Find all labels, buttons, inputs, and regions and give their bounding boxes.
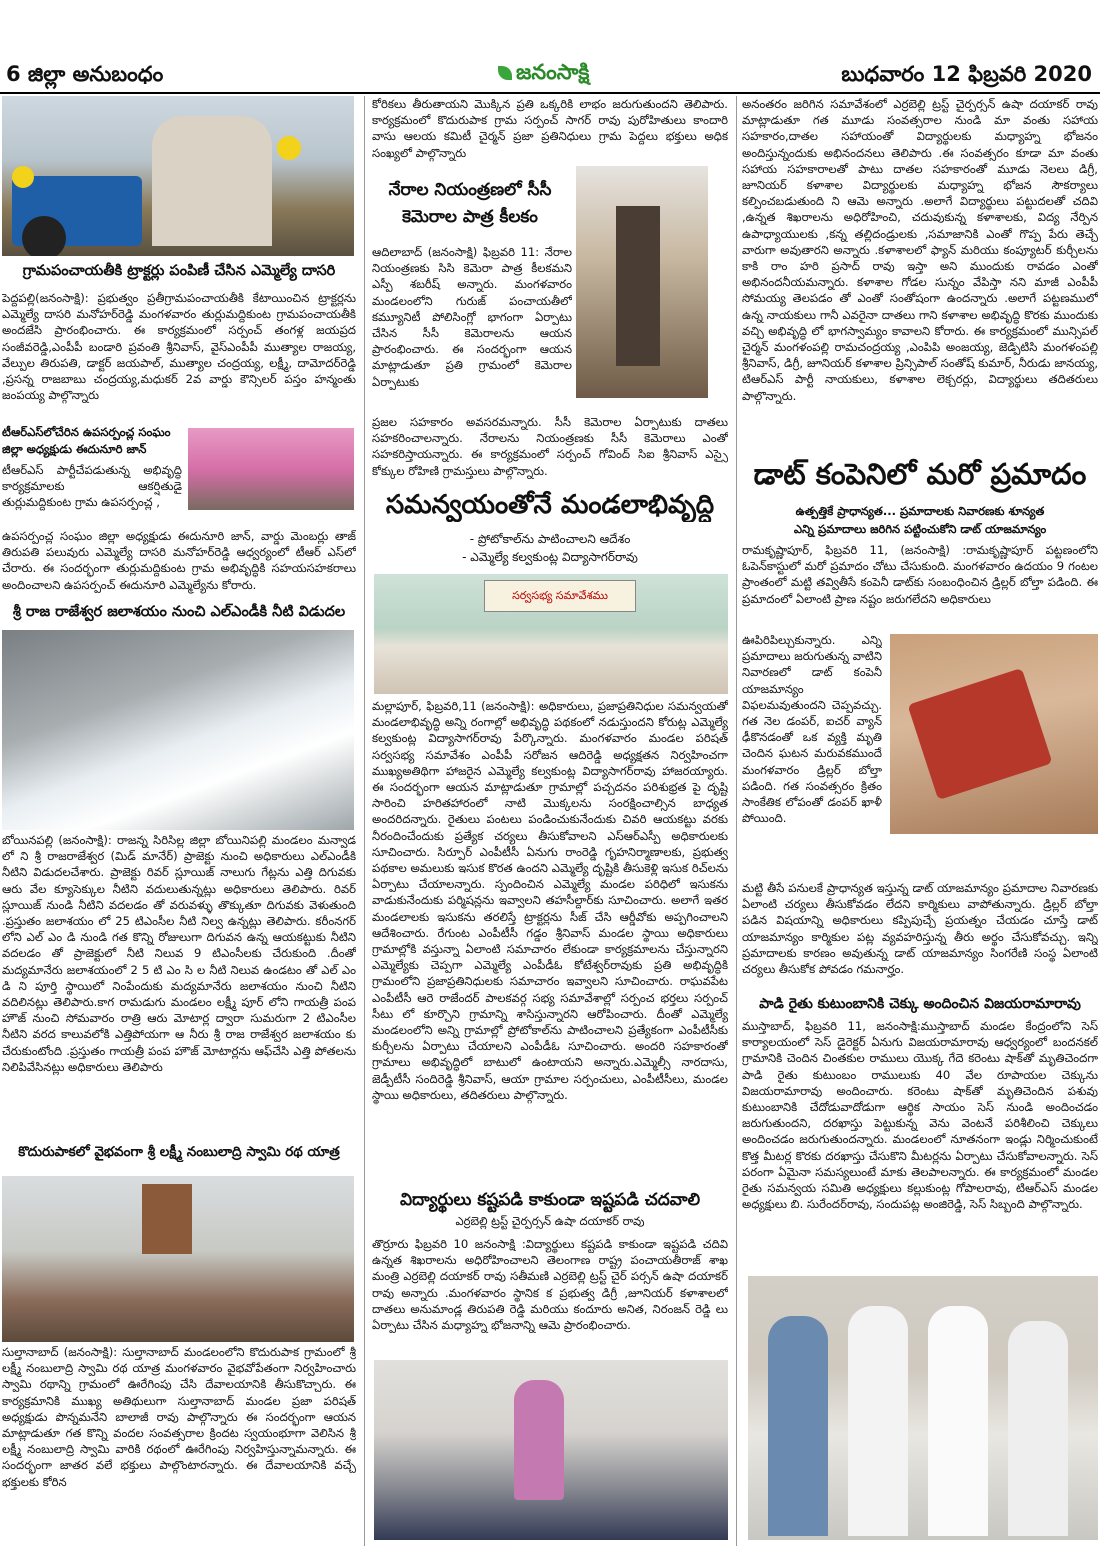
column-divider <box>736 96 737 1546</box>
column-divider <box>364 96 365 1546</box>
ratha-continued: కోరికలు తీరుతాయని మొక్కిన ప్రతి ఒక్కరికి లాభం జరుగుతుందని తెలిపారు. కార్యక్రమంలో కొదురుపాక గ్రామ సర్పంచ్ సాగర్ రావు పురోహితులు కాందారి వాసు ఆలయ కమిటీ చైర్మన్ ప్రజా ప్రతినిధులు గ్రామ పెద్దలు భక్తులు అధిక సంఖ్యలో పాల్గొన్నారు <box>372 97 728 160</box>
cctv-inauguration-photo <box>576 166 708 398</box>
cctv-headline-2: కెమెరాల పాత్ర కీలకం <box>402 207 538 227</box>
trs-article-b: ఉపసర్పంచ్ల సంఘం జిల్లా అధ్యక్షుడు ఈదునూరి జాన్, వార్డు మెంబర్లు తాజ్ తిరుపతి పలువురు ఎమ్మెల్యే దాసరి మనోహర్‌రెడ్డి ఆధ్వర్యంలో టీఆర్ ఎస్‌లో చేరారు. ఈ సందర్భంగా తుర్లుమద్దికుంట గ్రామ అభివృద్ధికి సహయసహకరాలు అందించాలని ఉపసర్పంచ్ ఈదునూరి ఎమ్మెల్యేను కోరారు. <box>2 529 356 592</box>
samanvay-subhead-1: - ప్రోటోకాల్‌ను పాటించాలని ఆదేశం <box>469 532 631 546</box>
cheque-article: ముస్తాబాద్, ఫిబ్రవరి 11, జనంసాక్షి:ముస్తాబాద్ మండల కేంద్రంలోని సెస్ కార్యాలయంలో సెస్ డైరెక్టర్ ఏనుగు విజయరామారావు ఆధ్వర్యంలో బందనకల్ గ్రామానికి చెందిన చింతకుల రాములు యొక్క గేదె కరెంటు షాక్‌తో మృతిచెందగా పాడి రైతు కుటుంబం రాములుకు 40 వేల రూపాయల చెక్కును విజయరామారావు అందించారు. కరెంటు షాక్‌తో మృతిచెందిన పశువు కుటుంబానికి చేదోడువాదోడుగా ఆర్థిక సాయం సెస్ నుండి అందించడం జరుగుతుందని, దరఖాస్తు పెట్టుకున్న వెను వెంటనే పరిశీలించి చెక్కులు అందించడం జరుగుతుందన్నారు. మండలంలో నూతనంగా ఇండ్లు నిర్మించుకుంటే కొత్త మీటర్ల కొరకు దరఖాస్తు చేసుకొని మీటర్లను ఏర్పాటు చేసుకోవాలన్నారు. సెస్ పరంగా ఏమైనా సమస్యలుంటే మాకు తెలపాలన్నారు. ఈ కార్యక్రమంలో మండల రైతు సమన్వయ సమితి అధ్యక్షులు కల్లుకుంట్ల గోపాలరావు, టిఆర్ఎస్ మండల అధ్యక్షులు బి. సురేందర్‌రావు, సందుపట్ల అంజిరెడ్డి, సెస్ సిబ్బంది పాల్గొన్నారు. <box>742 1019 1098 1212</box>
students-event-photo <box>374 1360 728 1540</box>
students-headline: విద్యార్థులు కష్టపడి కాకుండా ఇష్టపడి చదవాలి <box>399 1190 701 1210</box>
dot-article-c: మట్టి తీసే పనులకే ప్రాధాన్యత ఇస్తున్న డాట్ యాజమాన్యం ప్రమాదాల నివారణకు ఏలాంటి చర్యలు తీసుకోవడం లేదని కార్మికులు వాపోతున్నారు. డ్రిల్లర్ బోల్తా పడిన విషయాన్ని అధికారులు కప్పిపుచ్చే ప్రయత్నం చేయడం చూస్తే డాట్ యాజమాన్యం కార్మికుల పట్ల వ్యవహరిస్తున్న తీరు అర్థం చేసుకోవచ్చు. ఇన్ని ప్రమాదాలకు కారణం అవుతున్న డాట్ యాజమాన్యం సింగరేణి సంస్థ ఏలాంటి చర్యలు తీసుకోక పోవడం గమనార్హం. <box>742 881 1098 977</box>
dam-water-photo <box>2 630 354 830</box>
masthead <box>0 60 1100 92</box>
issue-date: బుధవారం 12 ఫిబ్రవరి 2020 <box>841 62 1092 86</box>
samanvay-headline: సమన్వయంతోనే మండలాభివృద్ధి <box>385 490 715 520</box>
tractor-photo <box>2 96 354 256</box>
samanvay-subhead-2: - ఎమ్మెల్యే కల్వకుంట్ల విద్యాసాగర్‌రావు <box>462 550 638 564</box>
students-article: తొర్రూరు ఫిబ్రవరి 10 జనంసాక్షి :విద్యార్థులు కష్టపడి కాకుండా ఇష్టపడి చదివి ఉన్నత శిఖరాలను అధిరోహించాలని తెలంగాణ రాష్ట్ర పంచాయతీరాజ్ శాఖ మంత్రి ఎర్రబెల్లి దయాకర్ రావు సతీమణి ఎర్రబెల్లి ట్రస్ట్ చైర్ పర్సన్ ఉషా దయాకర్ రావు అన్నారు .మంగళవారం స్థానిక క ప్రభుత్వ డిగ్రీ ,జూనియర్ కళాశాలలో దాతలు అనుమాండ్ల తిరుపతి రెడ్డి మరియు కందూరు అనిత, నిరంజన్ రెడ్డి లు ఏర్పాటు చేసిన మధ్యాహ్న భోజనాన్ని ఆమె ప్రారంభించారు. <box>372 1237 728 1333</box>
leaf-icon <box>498 66 512 80</box>
accident-truck-photo <box>890 634 1098 834</box>
meeting-photo <box>374 574 728 694</box>
students-subhead: ఎర్రబెల్లి ట్రస్ట్ చైర్పర్సన్ ఉషా దయాకర్ రావు <box>455 1214 645 1228</box>
students-continued: అనంతరం జరిగిన సమావేశంలో ఎర్రబెల్లి ట్రస్ట్ చైర్పర్సన్ ఉషా దయాకర్ రావు మాట్లాడుతూ గత మూడు సంవత్సరాల నుండి మా వంతు సహాయ సహకారం,దాతల సహాయంతో విద్యార్థులకు మధ్యాహ్న భోజనం అందిస్తున్నందుకు అభినందనలు తెలిపారు .ఈ సంవత్సరం కూడా మా వంతు సహాయ సహకారాలతో పాటు దాతల సహకారంతో మూడు నెలలు డిగ్రీ, జూనియర్ కళాశాల విద్యార్థులకు మధ్యాహ్న భోజన సౌకర్యాలు కల్పించబడుతుంది ని ఆమె అన్నారు .అలాగే విద్యార్థులు పట్టుదలతో చదివి ,ఉన్నత శిఖరాలను అధిరోహించి, చదువుకున్న కళాశాలకు, విద్య నేర్పిన ఉపాధ్యాయులకు ,కన్న తల్లిదండ్రులకు ,సమాజానికి ఎంతో గొప్ప పేరు తెచ్చే వారుగా అవుతారని అన్నారు .కళాశాలలో ఫ్యాన్ మరియు కంప్యూటర్ కుర్చీలను కాకి రాం హరి ప్రసాద్ రావు ఇస్తా అని ముందుకు రావడం ఎంతో అభినందనీయమన్నారు. కళాశాల గోడల సున్నం వేపిస్తా నని మాజీ ఎంపీపీ సోమయ్య తెలపడం తో ఎంతో సంతోషంగా ఉందన్నారు .అలాగే పట్టణములో ఉన్న నాయకులు గానీ ఎవరైనా దాతలు గాని కళాశాల అభివృద్ధి కొరకు ముందుకు వచ్చి అభివృద్ధి లో భాగస్వామ్యం కావాలని కోరారు. ఈ కార్యక్రమంలో మున్సిపల్ చైర్మన్ మంగళంపల్లి రామచంద్రయ్య ,ఎంపిపి అంజయ్య, జెడ్పిటిసి మంగళంపల్లి శ్రీనివాస్, డిగ్రీ, జూనియర్ కళాశాల ప్రిన్సిపాల్ సంతోష్ కుమార్, నీరుడు జానయ్య, టిఆర్ఎస్ పార్టీ నాయకులు, కళాశాల లెక్చరర్లు, విద్యార్థులు తదితరులు పాల్గొన్నారు. <box>742 97 1098 403</box>
cheque-handover-photo <box>748 1276 1098 1540</box>
dam-headline: శ్రీ రాజ రాజేశ్వర జలాశయం నుంచి ఎల్ఎండీకి నీటి విడుదల <box>12 604 346 620</box>
dot-subhead-1: ఉత్పత్తికే ప్రాధాన్యత... ప్రమాదాలకు నివారణకు శూన్యత <box>795 504 1045 518</box>
header-rule <box>0 92 1100 94</box>
dot-article-a: రామకృష్ణాపూర్, ఫిబ్రవరి 11, (జనంసాక్షి) :రామకృష్ణాపూర్ పట్టణంలోని ఓపెన్‌కాస్టులో మరో ప్రమాదం చోటు చేసుకుంది. మంగళవారం ఉదయం 9 గంటల ప్రాంతంలో మట్టి తవ్వితీసే కంపెనీ డాట్‌కు సంబంధించిన డ్రిల్లర్ బోల్తా పడింది. ఈ ప్రమాదంలో ఏలాంటి ప్రాణ నష్టం జరుగలేదని అధికారులు <box>742 543 1098 606</box>
meeting-banner: సర్వసభ్య సమావేశము <box>484 580 636 612</box>
dot-subhead-2: ఎన్ని ప్రమాదాలు జరిగిన పట్టించుకోని డాట్ యాజమాన్యం <box>793 522 1047 536</box>
ratha-headline: కొదురుపాకలో వైభవంగా శ్రీ లక్ష్మీ నంబులాద్రి స్వామి రథ యాత్ర <box>18 1144 340 1160</box>
trs-headline: టీఆర్ఎస్‌లోచేరిన ఉపసర్పంచ్ల సంఘం జిల్లా అధ్యక్షుడు ఈదునూరి జాన్ <box>2 425 171 456</box>
tractor-article: పెద్దపల్లి(జనంసాక్షి): ప్రభుత్వం ప్రతీగ్రామపంచాయతీకి కేటాయించిన ట్రాక్టర్లను ఎమ్మెల్యే దాసరి మనోహర్‌రెడ్డి మంగళవారం తుర్లుమద్దికుంట గ్రామపంచాయతీకి అందజేసి ప్రారంభించారు. ఈ కార్యక్రమంలో సర్పంచ్ తంగళ్ల జయప్రద సంజీవరెడ్డి,ఎంపీపీ బండారి ప్రవంతి శ్రీనివాస్, వైస్ఎంపీపీ ముత్యాల రాజయ్య, వేల్పుల తిరుపతి, డాక్టర్ జయపాల్, ముత్యాల చంద్రయ్య, లక్ష్మీ, దామోదర్‌రెడ్డి ,ప్రసన్న రాజబాబు చంద్రయ్య,మధుకర్ 2వ వార్డు కౌన్సిలర్ పస్తం హన్మంతు జంపయ్య పాల్గొన్నారు <box>2 291 356 403</box>
cctv-headline-1: నేరాల నియంత్రణలో సీసీ <box>388 180 552 200</box>
ratha-article: సుల్తానాబాద్ (జనంసాక్షి): సుల్తానాబాద్ మండలంలోని కొదురుపాక గ్రామంలో శ్రీ లక్ష్మీ నంబులాద్రి స్వామి రథ యాత్ర మంగళవారం వైభవోపేతంగా నిర్వహించారు స్వామి రథాన్ని గ్రామంలో ఊరేగింపు చేసి దేవాలయానికి తీసుకొచ్చారు. ఈ కార్యక్రమానికి ముఖ్య అతిథులుగా సుల్తానాబాద్ మండల ప్రజా పరిషత్ అధ్యక్షుడు పొన్నమనేని బాలాజీ రావు పాల్గొన్నారు ఈ సందర్భంగా ఆయన మాట్లాడుతూ గత కొన్ని వందల సంవత్సరాల క్రిందట స్వయంభూగా వెలిసిన శ్రీ లక్ష్మీ నంబులాద్రి స్వామి వారికి రథంలో ఊరేగింపు నిర్వహిస్తున్నామన్నారు. ఈ సందర్భంగా జాతర వలే భక్తులు పాల్గొంటారన్నారు. ఈ దేవాలయానికి వచ్చే భక్తులకు కోరిన <box>2 1345 356 1489</box>
trs-article-a: టీఆర్ఎస్ పార్టీచేపడుతున్న అభివృద్ధి కార్యక్రమాలకు ఆకర్షితుడై తుర్లుమద్దికుంట గ్రామ ఉపసర్పంచ్ల , <box>2 463 182 510</box>
trs-joining-photo <box>188 428 354 510</box>
dot-headline: డాట్ కంపెనిలో మరో ప్రమాదం <box>753 457 1087 491</box>
dam-article: బోయినపల్లి (జనంసాక్షి): రాజన్న సిరిసిల్ల జిల్లా బోయినిపల్లి మండలం మన్వాడ లో ని శ్రీ రాజరాజేశ్వర (మిడ్ మానేర్) ప్రాజెక్టు నుంచి అధికారులు ఎల్ఎండీకి నీటిని విడుదలచేశారు. ప్రాజెక్టు రివర్ స్లూయిజ్ నాలుగు గేట్లను ఎత్తి దిగువకు ఆరు వేల క్యూసెక్కుల నీటిని వదులుతున్నట్లు అధికారులు తెలిపారు. రివర్ స్లూయిజ్ నుండి నీటిని వదలడం తో వరువళ్ళు తొక్కుతూ దిగువకు వెళుతుంది .ప్రస్తుతం జలాశయం లో 25 టిఎంసీల నీటి నిల్వ ఉన్నట్లు తెలిపారు. కరీంనగర్ లోని ఎల్ ఎం డి నుండి గత కొన్ని రోజులుగా దిగువన ఉన్న ఆయకట్టుకు నీటిని వదలడం తో ప్రాజెక్టులో నీటి నిలువ 9 టిఎంసీలకు చేరుకుంది .దీంతో మద్యమానేరు జలాశయంలో 2 5 టి ఎం సి ల నీటి నిలువ ఉండటం తో ఎల్ ఎం డి ని పూర్తి స్థాయిలో నింపేందుకు మద్యమానేరు జలాశయం నుంచి నీటిని వదిలినట్లు తెలిపారు.కాగ రామడుగు మండలం లక్ష్మీ పూర్ లోని గాయత్రీ పంప హౌజ్ నుంచి సోమవారం రాత్రి ఆరు మోటార్ల ద్వారా సుమరుగా 2 టిఎంసీల నీటిని వరద కాలువలోకి ఎత్తిపోయగా ఆ నీరు శ్రీ రాజ రాజేశ్వర జలాశయం కు చేరుకుంటోంది .ప్రస్తుతం గాయత్రీ పంప హౌజ్ మోటార్లను ఆఫ్‌చేసి ఎత్తి పోతలను నిలిపివేసినట్లు అధికారులు తెలిపారు <box>2 833 356 1074</box>
ratha-yatra-photo <box>2 1176 354 1342</box>
samanvay-article: మల్లాపూర్, ఫిబ్రవరి,11 (జనంసాక్షి): అధికారులు, ప్రజాప్రతినిధుల సమన్వయతో మండలాభివృద్ధి అన్ని రంగాల్లో అభివృద్ధి పథకంలో నడుస్తుందని కోరుట్ల ఎమ్మెల్యే కల్వకుంట్ల విద్యాసాగర్‌రావు పేర్కొన్నారు. మంగళవారం మండల పరిషత్ సర్వసభ్య సమావేశం ఎంపీపీ సరోజన ఆదిరెడ్డి అధ్యక్షతన నిర్వహించగా ముఖ్యఅతిథిగా హాజరైన ఎమ్మెల్యే కల్వకుంట్ల విద్యాసాగర్‌రావు హాజరయ్యారు. ఈ సందర్భంగా ఆయన మాట్లాడుతూ గ్రామాల్లో పచ్చదనం పరిశుభ్రత పై దృష్టి సారించి హరితహారంలో నాటి మొక్కలను సంరక్షించాల్సిన బాధ్యత అందరిదన్నారు. రైతులు పంటలు పండించుకునేందుకు చివరి ఆయకట్టు వరకు నీరందించేందుకు ప్రత్యేక చర్యలు తీసుకోవాలని ఎస్ఆర్ఎస్పీ అధికారులకు సూచించారు. సిర్పూర్ ఎంపీటీసీ ఏనుగు రాంరెడ్డి గృహనిర్మాణాలకు, ప్రభుత్వ పథకాల అమలుకు ఇసుక కొరత ఉందని ఎమ్మెల్యే దృష్టికి తీసుకెళ్లి ఇసుక రిచ్‌లను ఏర్పాటు చేయాలన్నారు. స్పందించిన ఎమ్మెల్యే మండల పరిధిలో ఇసుకను వాడుకునేందుకు పర్మిషన్లను ఇవ్వాలని తహసీల్దార్‌కు సూచించారు. అలాగే ఇతర మండలాలకు ఇసుకను తరలిస్తే ట్రాక్టర్లను సీజ్ చేసి ఆర్డీవోకు అప్పగించాలని ఆదేశించారు. రేగుంట ఎంపీటీసీ గడ్డం శ్రీనివాస్ మండల స్థాయి అధికారులు గ్రామాల్లోకి వస్తున్నా ఏలాంటి సమాచారం లేకుండా కార్యక్రమాలను చేస్తున్నారని ఎమ్మెల్యేకు చెప్పగా ఎమ్మెల్యే ఎంపీడీఓ కోటేశ్వర్‌రావుకు ప్రతి అభివృద్ధికి గ్రామంలోని ప్రజాప్రతినిధులకు సమాచారం ఇవ్వాలని సూచించారు. రాఘవపేట ఎంపీటీసీ ఆరె రాజేందర్ పాలకవర్గ సభ్య సమావేశాల్లో సర్పంచ భర్తలు సర్పంచ్ సీటు లో కూర్చొని గ్రామాన్ని శాసిస్తున్నారని ఆరోపించారు. దీంతో ఎమ్మెల్యే మండలంలోని అన్ని గ్రామాల్లో ప్రోటోకాల్‌ను పాటించాలని ప్రత్యేకంగా ఎంపీటీసీకు కుర్చీలను ఏర్పాటు చేయాలని ఎంపీడీఓ సూచించారు. అందరి సహకారంతో గ్రామాలు అభివృద్ధిలో బాటులో ఉంటాయని అన్నారు.ఎమ్మెల్సీ నారదాసు, జెడ్పీటీసీ సందిరెడ్డి శ్రీనివాస్, ఆయా గ్రామాల సర్పంచులు, ఎంపీటీసీలు, మండల స్థాయి అధికారులు, తదితరులు పాల్గొన్నారు. <box>372 699 728 1102</box>
cctv-article-b: ప్రజల సహకారం అవసరమన్నారు. సీసీ కెమెరాల ఏర్పాటుకు దాతలు సహకరించాలన్నారు. నేరాలను నియంత్రణకు సీసీ కెమెరాలు ఎంతో సహకరిస్తాయన్నారు. ఈ కార్యక్రమంలో సర్పంచ్ గోవింద్ సిఐ శ్రీనివాస్ ఎస్సై కోక్కుల రోహిణి గ్రామస్తులు పాల్గొన్నారు. <box>372 415 728 478</box>
dot-article-b: ఊపిరిపిల్చుకున్నారు. ఎన్ని ప్రమాదాలు జరుగుతున్న వాటిని నివారణలో డాట్ కంపెనీ యాజమాన్యం విఫలమవుతుందని చెప్పవచ్చు. గత నెల డంపర్, ఐచర్ వ్యాన్ ఢీకొనడంతో ఒక వ్యక్తి మృతి చెందిన ఘటన మరువకముందే మంగళవారం డ్రిల్లర్ బోల్తా పడింది. గత సంవత్సరం క్రితం సాంకేతిక లోపంతో డంపర్ ఖాళీ పోయింది. <box>742 633 882 826</box>
cctv-article-a: ఆదిలాబాద్ (జనంసాక్షి) ఫిబ్రవరి 11: నేరాల నియంత్రణకు సిసి కెమెరా పాత్ర కీలకమని ఎస్పీ శబరీష్ అన్నారు. మంగళవారం మండలంలోని గురుజ్ పంచాయతీలో కమ్యూనిటీ పోలిసింగ్లో భాగంగా ఏర్పాటు చేసిన సీసీ కెమెరాలను ఆయన ప్రారంభించారు. ఈ సందర్భంగా ఆయన మాట్లాడుతూ ప్రతి గ్రామంలో కెమెరాల ఏర్పాటుకు <box>372 245 572 389</box>
tractor-headline: గ్రామపంచాయతీకి ట్రాక్టర్లు పంపిణీ చేసిన ఎమ్మెల్యే దాసరి <box>22 263 336 279</box>
page-label: 6 జిల్లా అనుబంధం <box>6 62 164 86</box>
newspaper-logo: జనంసాక్షి <box>490 60 597 86</box>
cheque-headline: పాడి రైతు కుటుంబానికి చెక్కు అందించిన విజయరామారావు <box>759 996 1081 1012</box>
